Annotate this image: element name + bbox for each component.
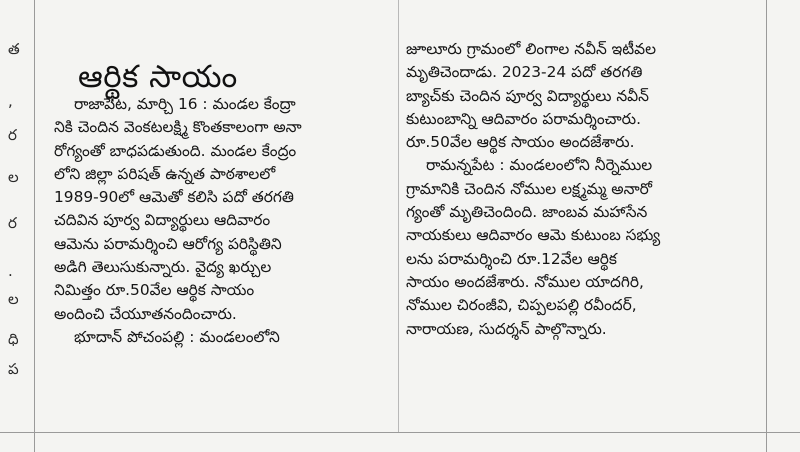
article-headline: ఆర్థిక సాయం <box>78 58 238 95</box>
fragment-mark: , <box>8 92 13 110</box>
article-column-left <box>54 93 386 349</box>
text-line: గ్రామానికి చెందిన నోముల లక్ష్మమ్మ అనారో <box>406 179 652 198</box>
text-line: నోముల చిరంజీవి, చిప్పలపల్లి రవీందర్, <box>406 296 637 315</box>
text-line: నిమిత్తం రూ.50వేల ఆర్థిక సాయం <box>54 281 255 300</box>
fragment-mark: ల <box>8 168 19 186</box>
text-line: చదివిన పూర్వ విద్యార్థులు ఆదివారం <box>54 211 271 230</box>
fragment-mark: త <box>8 40 20 58</box>
fragment-mark: ల <box>8 290 19 308</box>
fragment-mark: . <box>8 262 13 280</box>
fragment-mark: ప <box>8 360 19 378</box>
column-divider <box>398 0 399 432</box>
text-line: అందించి చేయూతనందించారు. <box>54 304 237 323</box>
fragment-mark: ధి <box>8 330 19 348</box>
text-line: రామన్నపేట : మండలంలోని నీర్నెముల <box>426 156 653 175</box>
fragment-mark: ర <box>8 126 17 144</box>
text-line: రాజాపేట, మార్చి 16 : మండల కేంద్రా <box>74 95 296 113</box>
text-line: భూదాన్ పోచంపల్లి : మండలంలోని <box>74 327 280 346</box>
text-line: లను పరామర్శించి రూ.12వేల ఆర్థిక <box>406 249 617 268</box>
fragment-mark: ర <box>8 214 17 232</box>
text-line: జూలూరు గ్రామంలో లింగాల నవీన్ ఇటీవల <box>406 40 656 58</box>
text-line: అడిగి తెలుసుకున్నారు. వైద్య ఖర్చుల <box>54 258 272 277</box>
text-line: లోని జిల్లా పరిషత్ ఉన్నత పాఠశాలలో <box>54 164 276 183</box>
text-line: గ్యంతో మృతిచెందింది. జాంబవ మహాసేన <box>406 203 648 222</box>
text-line: నాయకులు ఆదివారం ఆమె కుటుంబ సభ్యు <box>406 226 661 245</box>
bottom-rule <box>0 432 800 433</box>
text-line: 1989-90లో ఆమెతో కలిసి పదో తరగతి <box>54 188 294 207</box>
text-line: మృతిచెందాడు. 2023-24 పదో తరగతి <box>406 63 643 82</box>
article-column-right <box>406 38 758 341</box>
page-edge-rule <box>766 0 767 452</box>
text-line: రూ.50వేల ఆర్థిక సాయం అందజేశారు. <box>406 133 635 152</box>
text-line: ఆమెను పరామర్శించి ఆరోగ్య పరిస్థితిని <box>54 234 282 253</box>
text-line: కుటుంబాన్ని ఆదివారం పరామర్శించారు. <box>406 109 641 128</box>
text-line: నారాయణ, సుదర్శన్ పాల్గొన్నారు. <box>406 319 607 338</box>
text-line: రోగ్యంతో బాధపడుతుంది. మండల కేంద్రం <box>54 141 297 160</box>
text-line: నికి చెందిన వెంకటలక్ష్మి కొంతకాలంగా అనా <box>54 118 302 137</box>
text-line: సాయం అందజేశారు. నోముల యాదగిరి, <box>406 272 644 291</box>
text-line: బ్యాచ్‌కు చెందిన పూర్వ విద్యార్థులు నవీన్ <box>406 86 649 105</box>
adjacent-column-fragment <box>0 0 35 452</box>
